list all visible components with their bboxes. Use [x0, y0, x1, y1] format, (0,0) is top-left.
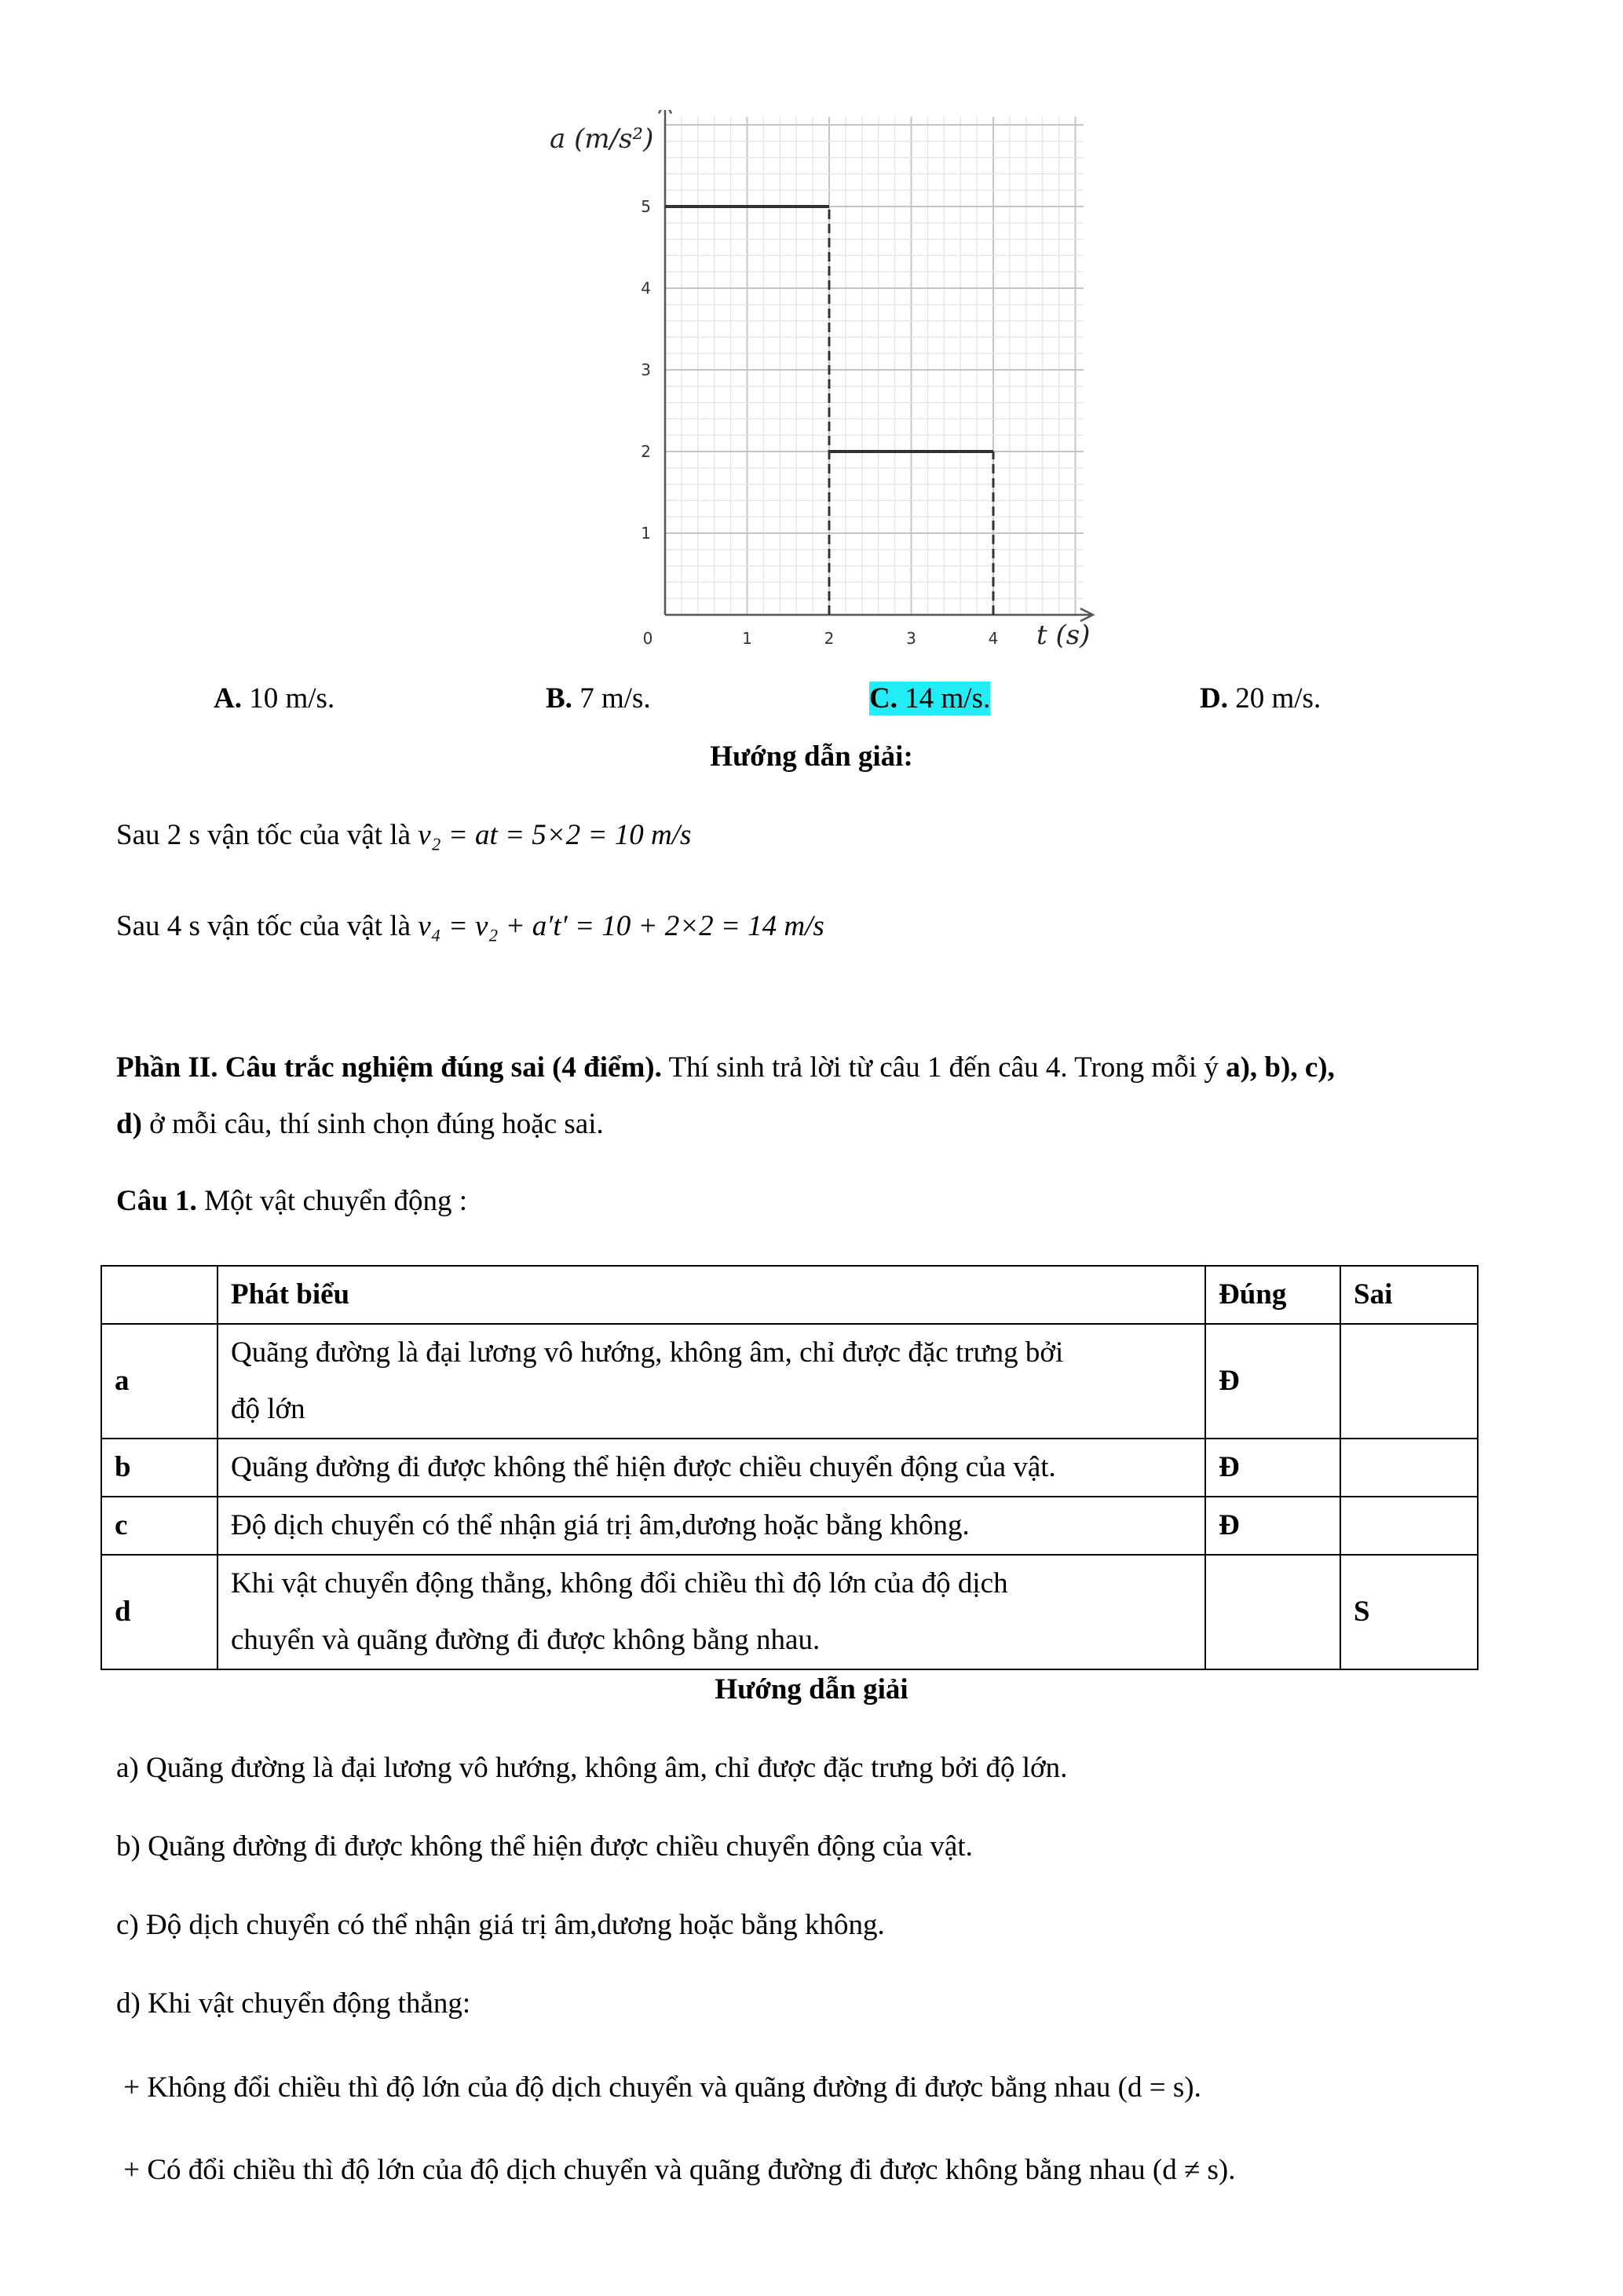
formula-v4: v₄ = v₂ + a′t′ = 10 + 2×2 = 14 m/s — [418, 910, 824, 942]
option-letter: A. — [214, 682, 242, 715]
row-id: a — [101, 1324, 217, 1439]
statement-line: Quãng đường là đại lương vô hướng, không âm, chỉ được đặc trưng bởi — [231, 1336, 1064, 1369]
header-false: Sai — [1340, 1266, 1478, 1324]
option-text: 14 m/s. — [897, 682, 991, 715]
option-letter: C. — [869, 682, 897, 715]
row-id: b — [101, 1439, 217, 1497]
y-tick-label: 1 — [641, 524, 651, 543]
x-tick-label: 4 — [988, 629, 999, 648]
table-row — [101, 1497, 1478, 1555]
option-text: 20 m/s. — [1227, 682, 1321, 715]
part2-instructions-line2 — [116, 1107, 604, 1141]
x-tick-label: 1 — [742, 629, 752, 648]
solution-item-a: a) Quãng đường là đại lương vô hướng, không âm, chỉ được đặc trưng bởi độ lớn. — [116, 1752, 1068, 1784]
row-false-answer[interactable]: S — [1340, 1555, 1478, 1669]
row-statement — [217, 1555, 1205, 1669]
row-true-answer[interactable]: Đ — [1205, 1324, 1340, 1439]
solution-item-d: d) Khi vật chuyển động thẳng: — [116, 1987, 471, 2020]
part2-text: Thí sinh trả lời từ câu 1 đến câu 4. Trong mỗi ý — [661, 1051, 1226, 1084]
table-row — [101, 1555, 1478, 1669]
row-statement: Độ dịch chuyển có thể nhận giá trị âm,dương hoặc bằng không. — [217, 1497, 1205, 1555]
solution-line-2 — [116, 909, 824, 943]
part2-instructions-line1 — [116, 1051, 1335, 1084]
chart-axes — [659, 110, 1093, 621]
x-tick-label: 3 — [906, 629, 916, 648]
row-statement — [217, 1324, 1205, 1439]
option-d[interactable] — [1200, 682, 1321, 715]
solution-item-c: c) Độ dịch chuyển có thể nhận giá trị âm,dương hoặc bằng không. — [116, 1909, 885, 1941]
table-row — [101, 1324, 1478, 1439]
question-label: Câu 1. — [116, 1185, 197, 1217]
table-header-row — [101, 1266, 1478, 1324]
part2-text-2: ở mỗi câu, thí sinh chọn đúng hoặc sai. — [141, 1108, 604, 1140]
table-row — [101, 1439, 1478, 1497]
y-tick-label: 4 — [641, 279, 651, 298]
row-true-answer[interactable]: Đ — [1205, 1439, 1340, 1497]
solution-item-d-case-1: + Không đổi chiều thì độ lớn của độ dịch chuyển và quãng đường đi được bằng nhau (d = s). — [116, 2071, 1201, 2104]
option-a[interactable] — [214, 682, 334, 715]
option-c-selected[interactable] — [869, 682, 990, 715]
question-text: Một vật chuyển động : — [196, 1185, 468, 1217]
row-id: c — [101, 1497, 217, 1555]
y-axis-label: a (m/s²) — [550, 123, 654, 155]
question-1 — [116, 1184, 467, 1218]
row-true-answer[interactable]: Đ — [1205, 1497, 1340, 1555]
statement-line: Khi vật chuyển động thẳng, không đổi chiều thì độ lớn của độ dịch — [231, 1567, 1008, 1600]
solution-title: Hướng dẫn giải: — [710, 740, 913, 773]
solution-item-b: b) Quãng đường đi được không thể hiện được chiều chuyển động của vật. — [116, 1830, 973, 1863]
chart-ticks — [641, 197, 998, 648]
true-false-table — [101, 1265, 1479, 1670]
header-statement: Phát biểu — [217, 1266, 1205, 1324]
option-letter: B. — [546, 682, 572, 715]
option-text: 7 m/s. — [572, 682, 651, 715]
formula-v2: v₂ = at = 5×2 = 10 m/s — [418, 819, 692, 851]
x-axis-label: t (s) — [1036, 620, 1091, 651]
solution-2-title: Hướng dẫn giải — [715, 1673, 908, 1706]
x-tick-label: 0 — [642, 629, 653, 648]
chart-grid — [665, 117, 1084, 615]
row-statement: Quãng đường đi được không thể hiện được chiều chuyển động của vật. — [217, 1439, 1205, 1497]
part2-items: a), b), c), — [1226, 1051, 1335, 1084]
header-cell-empty — [101, 1266, 217, 1324]
option-b[interactable] — [546, 682, 651, 715]
statement-line: độ lớn — [231, 1393, 305, 1425]
acceleration-time-chart — [534, 110, 1099, 660]
part2-item-d: d) — [116, 1108, 142, 1140]
solution-line-1 — [116, 818, 691, 852]
row-false-answer[interactable] — [1340, 1497, 1478, 1555]
row-true-answer[interactable] — [1205, 1555, 1340, 1669]
x-tick-label: 2 — [824, 629, 835, 648]
solution-item-d-case-2: + Có đổi chiều thì độ lớn của độ dịch chuyển và quãng đường đi được không bằng nhau (d ≠ s). — [116, 2154, 1236, 2186]
y-tick-label: 2 — [641, 442, 651, 461]
part2-heading: Phần II. Câu trắc nghiệm đúng sai (4 điểm). — [116, 1051, 662, 1084]
row-false-answer[interactable] — [1340, 1439, 1478, 1497]
statement-line: chuyển và quãng đường đi được không bằng nhau. — [231, 1624, 821, 1656]
solution-line-2-text: Sau 4 s vận tốc của vật là — [116, 910, 411, 942]
y-tick-label: 5 — [641, 197, 651, 216]
solution-line-1-text: Sau 2 s vận tốc của vật là — [116, 819, 411, 851]
row-id: d — [101, 1555, 217, 1669]
y-tick-label: 3 — [641, 360, 651, 379]
header-true: Đúng — [1205, 1266, 1340, 1324]
row-false-answer[interactable] — [1340, 1324, 1478, 1439]
option-letter: D. — [1200, 682, 1228, 715]
option-text: 10 m/s. — [241, 682, 335, 715]
